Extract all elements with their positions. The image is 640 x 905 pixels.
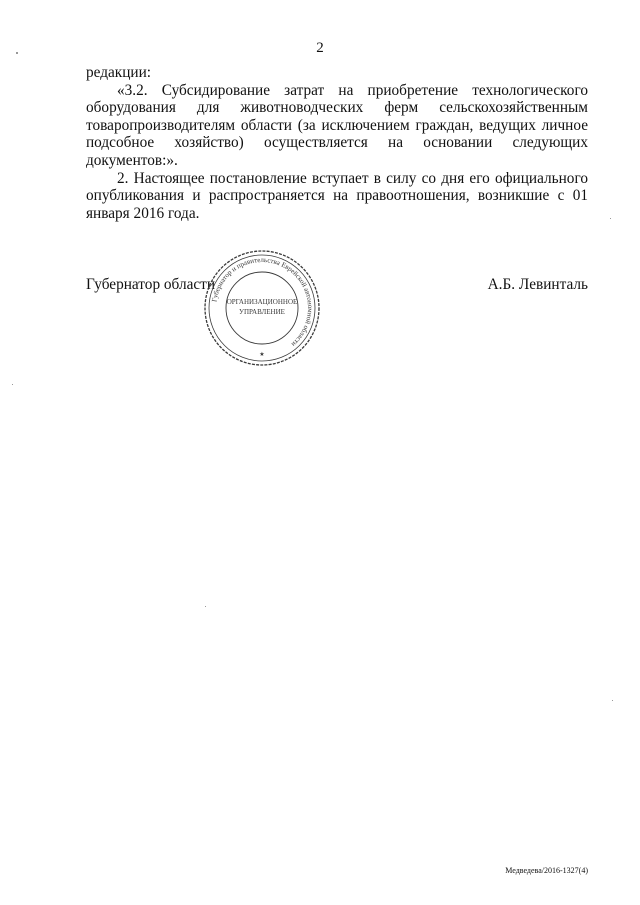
scan-speck [16, 52, 18, 54]
document-body [86, 64, 588, 222]
stamp-center-line-1: ОРГАНИЗАЦИОННОЕ [226, 298, 298, 306]
paragraph-effective-date: 2. Настоящее постановление вступает в силу со дня его официального опубликования и распространяется на правоотношения, возникшие с 01 января 2016 года. [86, 169, 588, 222]
document-reference-code: Медведева/2016-1327(4) [505, 866, 588, 875]
page-number: 2 [316, 40, 324, 56]
scan-speck [610, 218, 611, 219]
stamp-center-line-2: УПРАВЛЕНИЕ [239, 308, 285, 316]
scan-speck [612, 700, 613, 701]
signatory-position: Губернатор области [86, 276, 216, 293]
scan-speck [12, 384, 13, 385]
stamp-ring-text: Губернатор и правительства Еврейской автономной области [210, 255, 315, 349]
official-seal-stamp [200, 246, 324, 370]
paragraph-continuation: редакции: [86, 64, 152, 81]
signatory-name: А.Б. Левинталь [487, 276, 588, 293]
paragraph-clause-3-2: «3.2. Субсидирование затрат на приобретение технологического оборудования для животноводческих ферм сельскохозяйственным товаропроизводителям области (за исключением граждан, ведущих личное подсобное хозяйство) осуществляется на основании следующих документов:». [86, 81, 588, 169]
scan-speck [205, 606, 206, 607]
stamp-star-icon: ★ [259, 352, 265, 358]
